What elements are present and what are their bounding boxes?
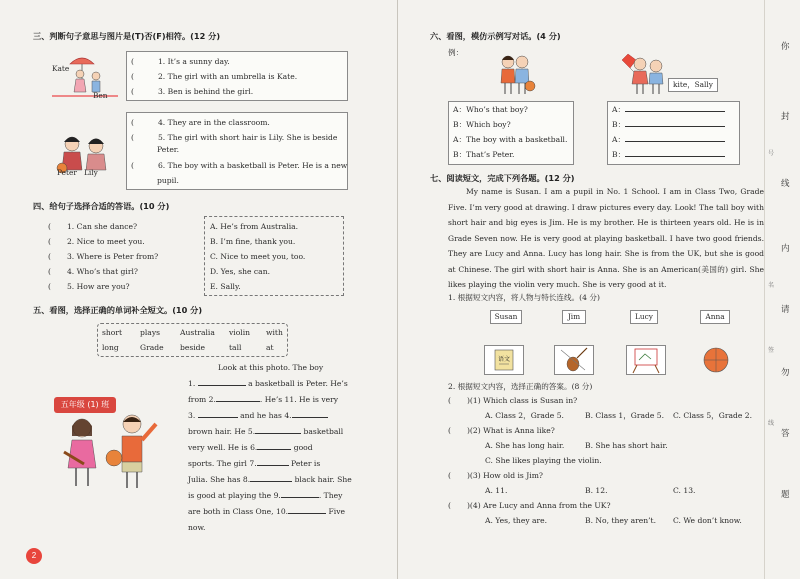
word-violin: violin (229, 328, 251, 337)
mcq-4-opt-a[interactable]: A. Yes, they are. (485, 516, 548, 525)
drawing-easel-picture[interactable] (626, 345, 666, 375)
example-boy-basketball-illustration (492, 52, 536, 96)
mcq-2-opt-c[interactable]: C. She likes playing the violin. (485, 456, 602, 465)
word-australia: Australia (180, 328, 215, 337)
cloze-line-3: 3. and he has 4. (188, 411, 328, 421)
mcq-4-opt-c[interactable]: C. We don’t know. (673, 516, 742, 525)
mcq-2-question: ( )(2) What is Anna like? (448, 426, 555, 435)
answer-line-1[interactable]: A： (612, 105, 725, 115)
name-anna[interactable]: Anna (700, 310, 730, 324)
mcq-2-opt-b[interactable]: B. She has short hair. (585, 441, 668, 450)
mcq-2-opt-a[interactable]: A. She has long hair. (485, 441, 565, 450)
section-5-title: 五、看图，选择正确的单词补全短文。(10 分) (33, 305, 203, 315)
mcq-3-opt-b[interactable]: B. 12. (585, 486, 608, 495)
mcq-1-opt-c[interactable]: C. Class 5，Grade 2. (673, 411, 753, 420)
mcq-3-question: ( )(3) How old is Jim? (448, 471, 543, 480)
label-ben: Ben (93, 91, 108, 100)
page-gutter (397, 0, 398, 579)
margin-small-1: 号 (768, 150, 775, 157)
sec5-word-bank (97, 323, 288, 357)
cloze-line-7: Julia. She has 8. black hair. She (188, 475, 352, 484)
example-dialog-box (448, 101, 574, 165)
reading-passage: My name is Susan. I am a pupil in No. 1 School. I am in Class Two, Grade Five. I’m very good at drawing. I draw pictures every day. Look! The tall boy with short hair and big eyes is Jim. He is my brother. He is thirteen years old. He is in Grade Seven now. He is very good at playing basketball. I have two good friends. They are Lucy and Anna. Lucy has long hair. She is from the UK, but she is good at Chinese. The girl with short hair is Anna. She is an American(美国的) girl. She likes playing the violin very much. She is very good at it. (448, 187, 764, 289)
margin-char-7: 答 (781, 429, 790, 439)
sec3-item-1: ( 1. It’s a sunny day. (131, 57, 230, 66)
basketball-picture[interactable] (700, 345, 732, 375)
example-line-2: B：Which boy? (453, 120, 511, 129)
section-3-title: 三、判断句子意思与图片是(T)否(F)相符。(12 分) (33, 31, 221, 41)
margin-small-2: 名 (768, 282, 775, 289)
chinese-book-icon[interactable] (484, 345, 524, 375)
sec4-q2: ( 2. Nice to meet you. (48, 237, 145, 246)
kate-ben-illustration (50, 52, 120, 100)
mcq-4-question: ( )(4) Are Lucy and Anna from the UK? (448, 501, 611, 510)
q2-instruction: 2. 根据短文内容，选择正确的答案。(8 分) (448, 382, 593, 391)
name-lucy[interactable]: Lucy (630, 310, 658, 324)
kite-girl-illustration (622, 50, 668, 96)
names-tag-kite-sally: kite，Sally (668, 78, 718, 92)
margin-char-3: 线 (781, 179, 790, 189)
mcq-1-opt-a[interactable]: A. Class 2，Grade 5. (485, 411, 564, 420)
label-kate: Kate (52, 64, 70, 73)
cloze-line-9: are both in Class One, 10. Five (188, 507, 345, 516)
word-long: long (102, 343, 119, 352)
sec3-item-2: ( 2. The girl with an umbrella is Kate. (131, 72, 298, 81)
margin-small-3: 签 (768, 347, 775, 354)
cloze-line-0: Look at this photo. The boy (218, 363, 324, 372)
sec3-box-2 (126, 112, 348, 190)
cloze-line-10: now. (188, 523, 206, 532)
q1-instruction: 1. 根据短文内容，将人物与特长连线。(4 分) (448, 293, 600, 302)
section-6-title: 六、看图，模仿示例写对话。(4 分) (430, 31, 561, 41)
sec3-item-5-cont: Peter. (157, 145, 180, 154)
violin-icon (555, 346, 593, 374)
sec3-box-1 (126, 51, 348, 101)
sec4-q1: ( 1. Can she dance? (48, 222, 138, 231)
label-peter: Peter (57, 168, 77, 177)
sec3-item-6-cont: pupil. (157, 176, 179, 185)
sec4-d: D. Yes, she can. (210, 267, 270, 276)
sec3-item-3: ( 3. Ben is behind the girl. (131, 87, 254, 96)
word-plays: plays (140, 328, 161, 337)
sec5-cloze-passage (188, 363, 352, 532)
example-line-4: B：That’s Peter. (453, 150, 515, 159)
margin-char-1: 你 (781, 42, 790, 52)
sec4-b: B. I’m fine, thank you. (210, 237, 296, 246)
answer-line-3[interactable]: A： (612, 135, 725, 145)
boy-girl-photo-illustration (58, 412, 170, 494)
word-with: with (266, 328, 283, 337)
margin-char-5: 请 (781, 305, 790, 315)
binding-line (764, 0, 765, 579)
answer-line-2[interactable]: B： (612, 120, 725, 130)
margin-char-6: 勿 (781, 368, 790, 378)
cloze-line-5: very well. He is 6. good (188, 443, 313, 452)
word-grade: Grade (140, 343, 164, 352)
example-line-1: A：Who’s that boy? (453, 105, 528, 114)
section-4-title: 四、给句子选择合适的答语。(10 分) (33, 201, 170, 211)
word-short: short (102, 328, 123, 337)
example-line-3: A：The boy with a basketball. (453, 135, 568, 144)
margin-char-2: 封 (781, 112, 790, 122)
mcq-1-question: ( )(1) Which class is Susan in? (448, 396, 578, 405)
example-label: 例： (448, 48, 464, 57)
margin-char-4: 内 (781, 244, 790, 254)
sec4-e: E. Sally. (210, 282, 241, 291)
violin-picture[interactable] (554, 345, 594, 375)
answer-line-4[interactable]: B： (612, 150, 725, 160)
sec3-item-6: ( 6. The boy with a basketball is Peter. He is a new (131, 161, 348, 170)
basketball-icon (700, 345, 732, 375)
word-tall: tall (229, 343, 242, 352)
label-lily: Lily (84, 168, 98, 177)
margin-char-8: 题 (781, 490, 790, 500)
name-jim[interactable]: Jim (562, 310, 586, 324)
cloze-line-2: from 2. . He’s 11. He is very (188, 395, 339, 404)
sec3-item-5: ( 5. The girl with short hair is Lily. She is beside (131, 133, 338, 142)
mcq-3-opt-a[interactable]: A. 11. (485, 486, 508, 495)
mcq-4-opt-b[interactable]: B. No, they aren’t. (585, 516, 657, 525)
cloze-line-6: sports. The girl 7. Peter is (188, 459, 321, 468)
sec4-q3: ( 3. Where is Peter from? (48, 252, 159, 261)
margin-small-4: 线 (768, 420, 775, 427)
mcq-3-opt-c[interactable]: C. 13. (673, 486, 696, 495)
word-beside: beside (180, 343, 206, 352)
sec4-c: C. Nice to meet you, too. (210, 252, 306, 261)
sec4-q5: ( 5. How are you? (48, 282, 130, 291)
section-7-title: 七、阅读短文，完成下列各题。(12 分) (430, 173, 575, 183)
cloze-line-1: 1. a basketball is Peter. He’s (188, 379, 348, 388)
sec3-item-4: ( 4. They are in the classroom. (131, 118, 270, 127)
cloze-line-8: is good at playing the 9. . They (188, 491, 343, 500)
cloze-line-4: brown hair. He 5. basketball (188, 427, 344, 436)
name-susan[interactable]: Susan (490, 310, 522, 324)
word-at: at (266, 343, 274, 352)
sec4-q4: ( 4. Who’s that girl? (48, 267, 138, 276)
book-label: 语文 (498, 356, 511, 363)
page-number: 2 (26, 548, 42, 564)
sec4-a: A. He’s from Australia. (210, 222, 299, 231)
class-label-badge: 五年级 (1) 班 (54, 397, 116, 413)
easel-icon (627, 346, 665, 374)
answer-dialog-box (607, 101, 740, 165)
sec4-answer-box (204, 216, 344, 296)
mcq-1-opt-b[interactable]: B. Class 1，Grade 5. (585, 411, 665, 420)
